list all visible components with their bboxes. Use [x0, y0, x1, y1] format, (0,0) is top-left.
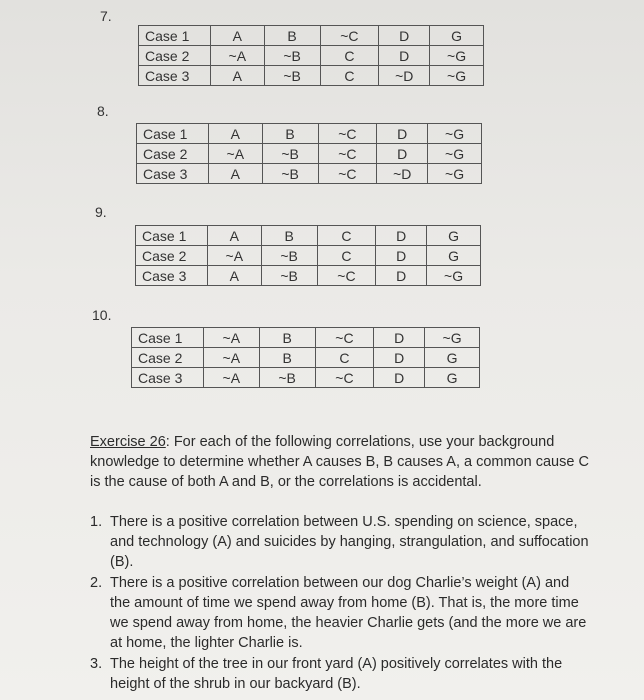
cell-c: ~C [318, 164, 377, 184]
cell-g: G [427, 246, 481, 266]
table-row [136, 266, 481, 286]
table-row [136, 246, 481, 266]
cell-a: ~A [210, 46, 264, 66]
cell-b: ~B [262, 164, 318, 184]
case-label: Case 3 [137, 164, 209, 184]
cell-c: C [317, 226, 376, 246]
cell-d: D [376, 266, 427, 286]
cell-d: D [374, 368, 425, 388]
cell-a: A [208, 124, 262, 144]
item-number: 3. [90, 656, 103, 672]
cell-c: ~C [317, 266, 376, 286]
cell-b: ~B [261, 246, 317, 266]
cell-d: ~D [379, 66, 430, 86]
problem-number: 7. [100, 8, 112, 24]
exercise-item-list [90, 512, 590, 695]
cell-b: ~B [262, 144, 318, 164]
table-row [139, 66, 484, 86]
case-table [135, 225, 481, 286]
cell-g: G [425, 368, 480, 388]
cell-a: ~A [203, 328, 259, 348]
cell-g: ~G [428, 164, 482, 184]
exercise-text: : For each of the following correlations, use your background knowledge to determine whether A causes B, B causes A, a common cause C is the cause of both A and B, or the correlations is accidental. [90, 434, 589, 490]
item-number: 2. [90, 575, 103, 591]
exercise-heading: Exercise 26 [90, 434, 166, 450]
cell-a: A [208, 164, 262, 184]
list-item [90, 573, 590, 653]
cell-c: C [320, 66, 379, 86]
cell-a: ~A [203, 348, 259, 368]
cell-g: G [425, 348, 480, 368]
cell-c: ~C [315, 368, 374, 388]
cell-c: ~C [320, 26, 379, 46]
case-table [136, 123, 482, 184]
cell-c: ~C [318, 124, 377, 144]
problem-number: 8. [97, 103, 109, 119]
case-label: Case 1 [136, 226, 208, 246]
cell-b: B [259, 348, 315, 368]
item-number: 1. [90, 514, 103, 530]
list-item [90, 654, 590, 694]
cell-c: ~C [318, 144, 377, 164]
table-row [132, 368, 480, 388]
case-table [138, 25, 484, 86]
table-row [139, 26, 484, 46]
table-row [132, 348, 480, 368]
cell-d: D [376, 246, 427, 266]
cell-c: C [320, 46, 379, 66]
table-row [137, 164, 482, 184]
exercise-instructions [90, 432, 590, 492]
item-text: There is a positive correlation between U.S. spending on science, space, and technology (A) and suicides by hanging, strangulation, and suffocation (B). [110, 514, 589, 570]
case-label: Case 2 [139, 46, 211, 66]
case-label: Case 1 [137, 124, 209, 144]
cell-g: G [430, 26, 484, 46]
problem-number: 10. [92, 307, 112, 323]
table-row [132, 328, 480, 348]
cell-d: D [379, 26, 430, 46]
cell-b: ~B [264, 46, 320, 66]
table-row [137, 124, 482, 144]
case-table [131, 327, 480, 388]
cell-a: ~A [203, 368, 259, 388]
cell-b: ~B [264, 66, 320, 86]
cell-g: ~G [425, 328, 480, 348]
cell-a: A [210, 26, 264, 46]
cell-c: ~C [315, 328, 374, 348]
cell-g: ~G [427, 266, 481, 286]
case-label: Case 2 [136, 246, 208, 266]
list-item [90, 512, 590, 572]
case-label: Case 2 [137, 144, 209, 164]
table-row [136, 226, 481, 246]
cell-g: ~G [428, 124, 482, 144]
cell-a: ~A [207, 246, 261, 266]
cell-b: B [264, 26, 320, 46]
case-label: Case 1 [139, 26, 211, 46]
cell-d: ~D [377, 164, 428, 184]
cell-b: ~B [259, 368, 315, 388]
cell-b: B [261, 226, 317, 246]
cell-d: D [377, 144, 428, 164]
cell-g: ~G [428, 144, 482, 164]
cell-a: ~A [208, 144, 262, 164]
cell-d: D [376, 226, 427, 246]
cell-d: D [377, 124, 428, 144]
case-label: Case 2 [132, 348, 204, 368]
cell-g: ~G [430, 46, 484, 66]
problem-number: 9. [95, 204, 107, 220]
cell-g: G [427, 226, 481, 246]
cell-a: A [207, 266, 261, 286]
cell-a: A [207, 226, 261, 246]
case-label: Case 3 [136, 266, 208, 286]
cell-b: B [259, 328, 315, 348]
cell-b: B [262, 124, 318, 144]
cell-a: A [210, 66, 264, 86]
cell-c: C [317, 246, 376, 266]
table-row [137, 144, 482, 164]
cell-c: C [315, 348, 374, 368]
cell-d: D [374, 348, 425, 368]
item-text: There is a positive correlation between our dog Charlie’s weight (A) and the amount of time we spend away from home (B). That is, the more time we spend away from home, the heavier Charlie gets (and the more we are at home, the lighter Charlie is. [110, 575, 587, 651]
item-text: The height of the tree in our front yard (A) positively correlates with the height of the shrub in our backyard (B). [110, 656, 563, 692]
cell-g: ~G [430, 66, 484, 86]
cell-d: D [379, 46, 430, 66]
cell-d: D [374, 328, 425, 348]
case-label: Case 3 [139, 66, 211, 86]
cell-b: ~B [261, 266, 317, 286]
case-label: Case 3 [132, 368, 204, 388]
table-row [139, 46, 484, 66]
case-label: Case 1 [132, 328, 204, 348]
